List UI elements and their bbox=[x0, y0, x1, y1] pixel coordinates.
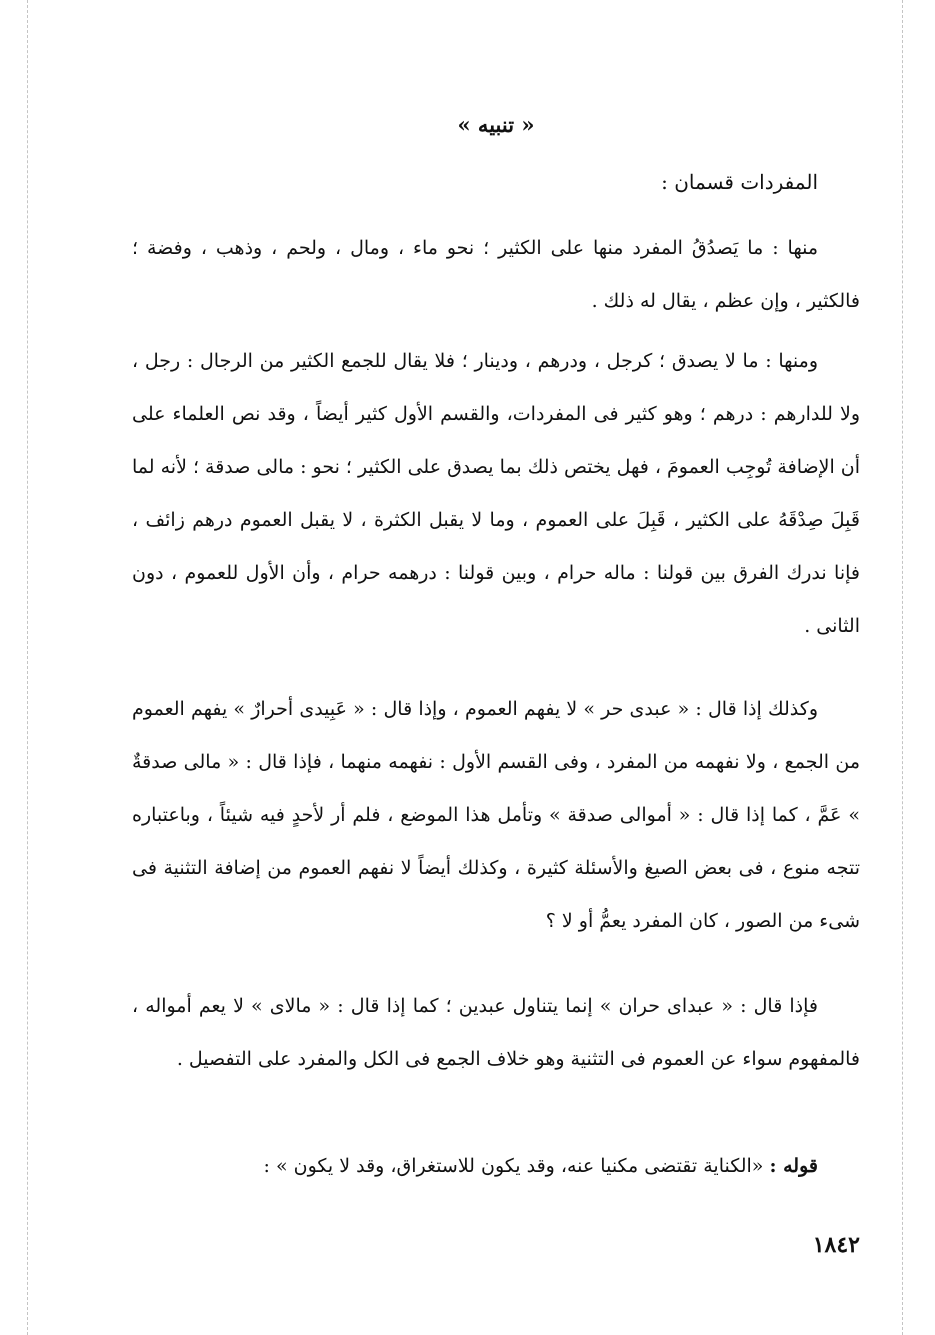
quote-lead: قوله : bbox=[769, 1155, 818, 1177]
scan-right-edge bbox=[902, 0, 903, 1335]
paragraph: وكذلك إذا قال : « عبدى حر » لا يفهم العموم ، وإذا قال : « عَبِيدى أحرارٌ » يفهم العموم من الجمع ، ولا نفهمه من المفرد ، وفى القسم الأول : نفهمه منهما ، فإذا قال : « مالى صدقةٌ » عَمَّ ، كما إذا قال : « أموالى صدقة » وتأمل هذا الموضع ، فلم أر لأحدٍ فيه شيئاً ، وباعتباره تتجه منوع ، فى بعض الصيغ والأسئلة كثيرة ، وكذلك أيضاً لا نفهم العموم من إضافة التثنية فى شىء من الصور ، كان المفرد يعمُّ أو لا ؟ bbox=[132, 698, 860, 932]
page-number: ١٨٤٢ bbox=[812, 1232, 860, 1258]
final-paragraph bbox=[132, 1140, 860, 1193]
paragraph: منها : ما يَصدُقُ المفرد منها على الكثير ؛ نحو ماء ، ومال ، ولحم ، وذهب ، وفضة ؛ فالكثير ، وإن عظم ، يقال له ذلك . bbox=[132, 237, 860, 312]
section-heading: « تنبيه » bbox=[457, 112, 535, 137]
scan-left-edge bbox=[27, 0, 28, 1335]
intro-line: المفردات قسمان : bbox=[661, 170, 818, 194]
paragraph: ومنها : ما لا يصدق ؛ كرجل ، ودرهم ، ودينار ؛ فلا يقال للجمع الكثير من الرجال : رجل ، ولا للدارهم : درهم ؛ وهو كثير فى المفردات، والقسم الأول كثير أيضاً ، وقد نص العلماء على أن الإضافة تُوجِب العمومَ ، فهل يختص ذلك بما يصدق على الكثير ؛ نحو : مالى صدقة ؛ لأنه لما قَبِلَ صِدْقَهُ على الكثير ، قَبِلَ على العموم ، وما لا يقبل الكثرة ، لا يقبل العموم درهم زائف ، فإنا ندرك الفرق بين قولنا : ماله حرام ، وبين قولنا : درهمه حرام ، وأن الأول للعموم ، دون الثانى . bbox=[132, 350, 860, 637]
quote-text: «الكناية تقتضى مكنيا عنه، وقد يكون للاستغراق، وقد لا يكون » : bbox=[263, 1155, 764, 1177]
paragraph: فإذا قال : « عبداى حران » إنما يتناول عبدين ؛ كما إذا قال : « مالاى » لا يعم أمواله ، فالمفهوم سواء عن العموم فى التثنية وهو خلاف الجمع فى الكل والمفرد على التفصيل . bbox=[132, 995, 860, 1070]
